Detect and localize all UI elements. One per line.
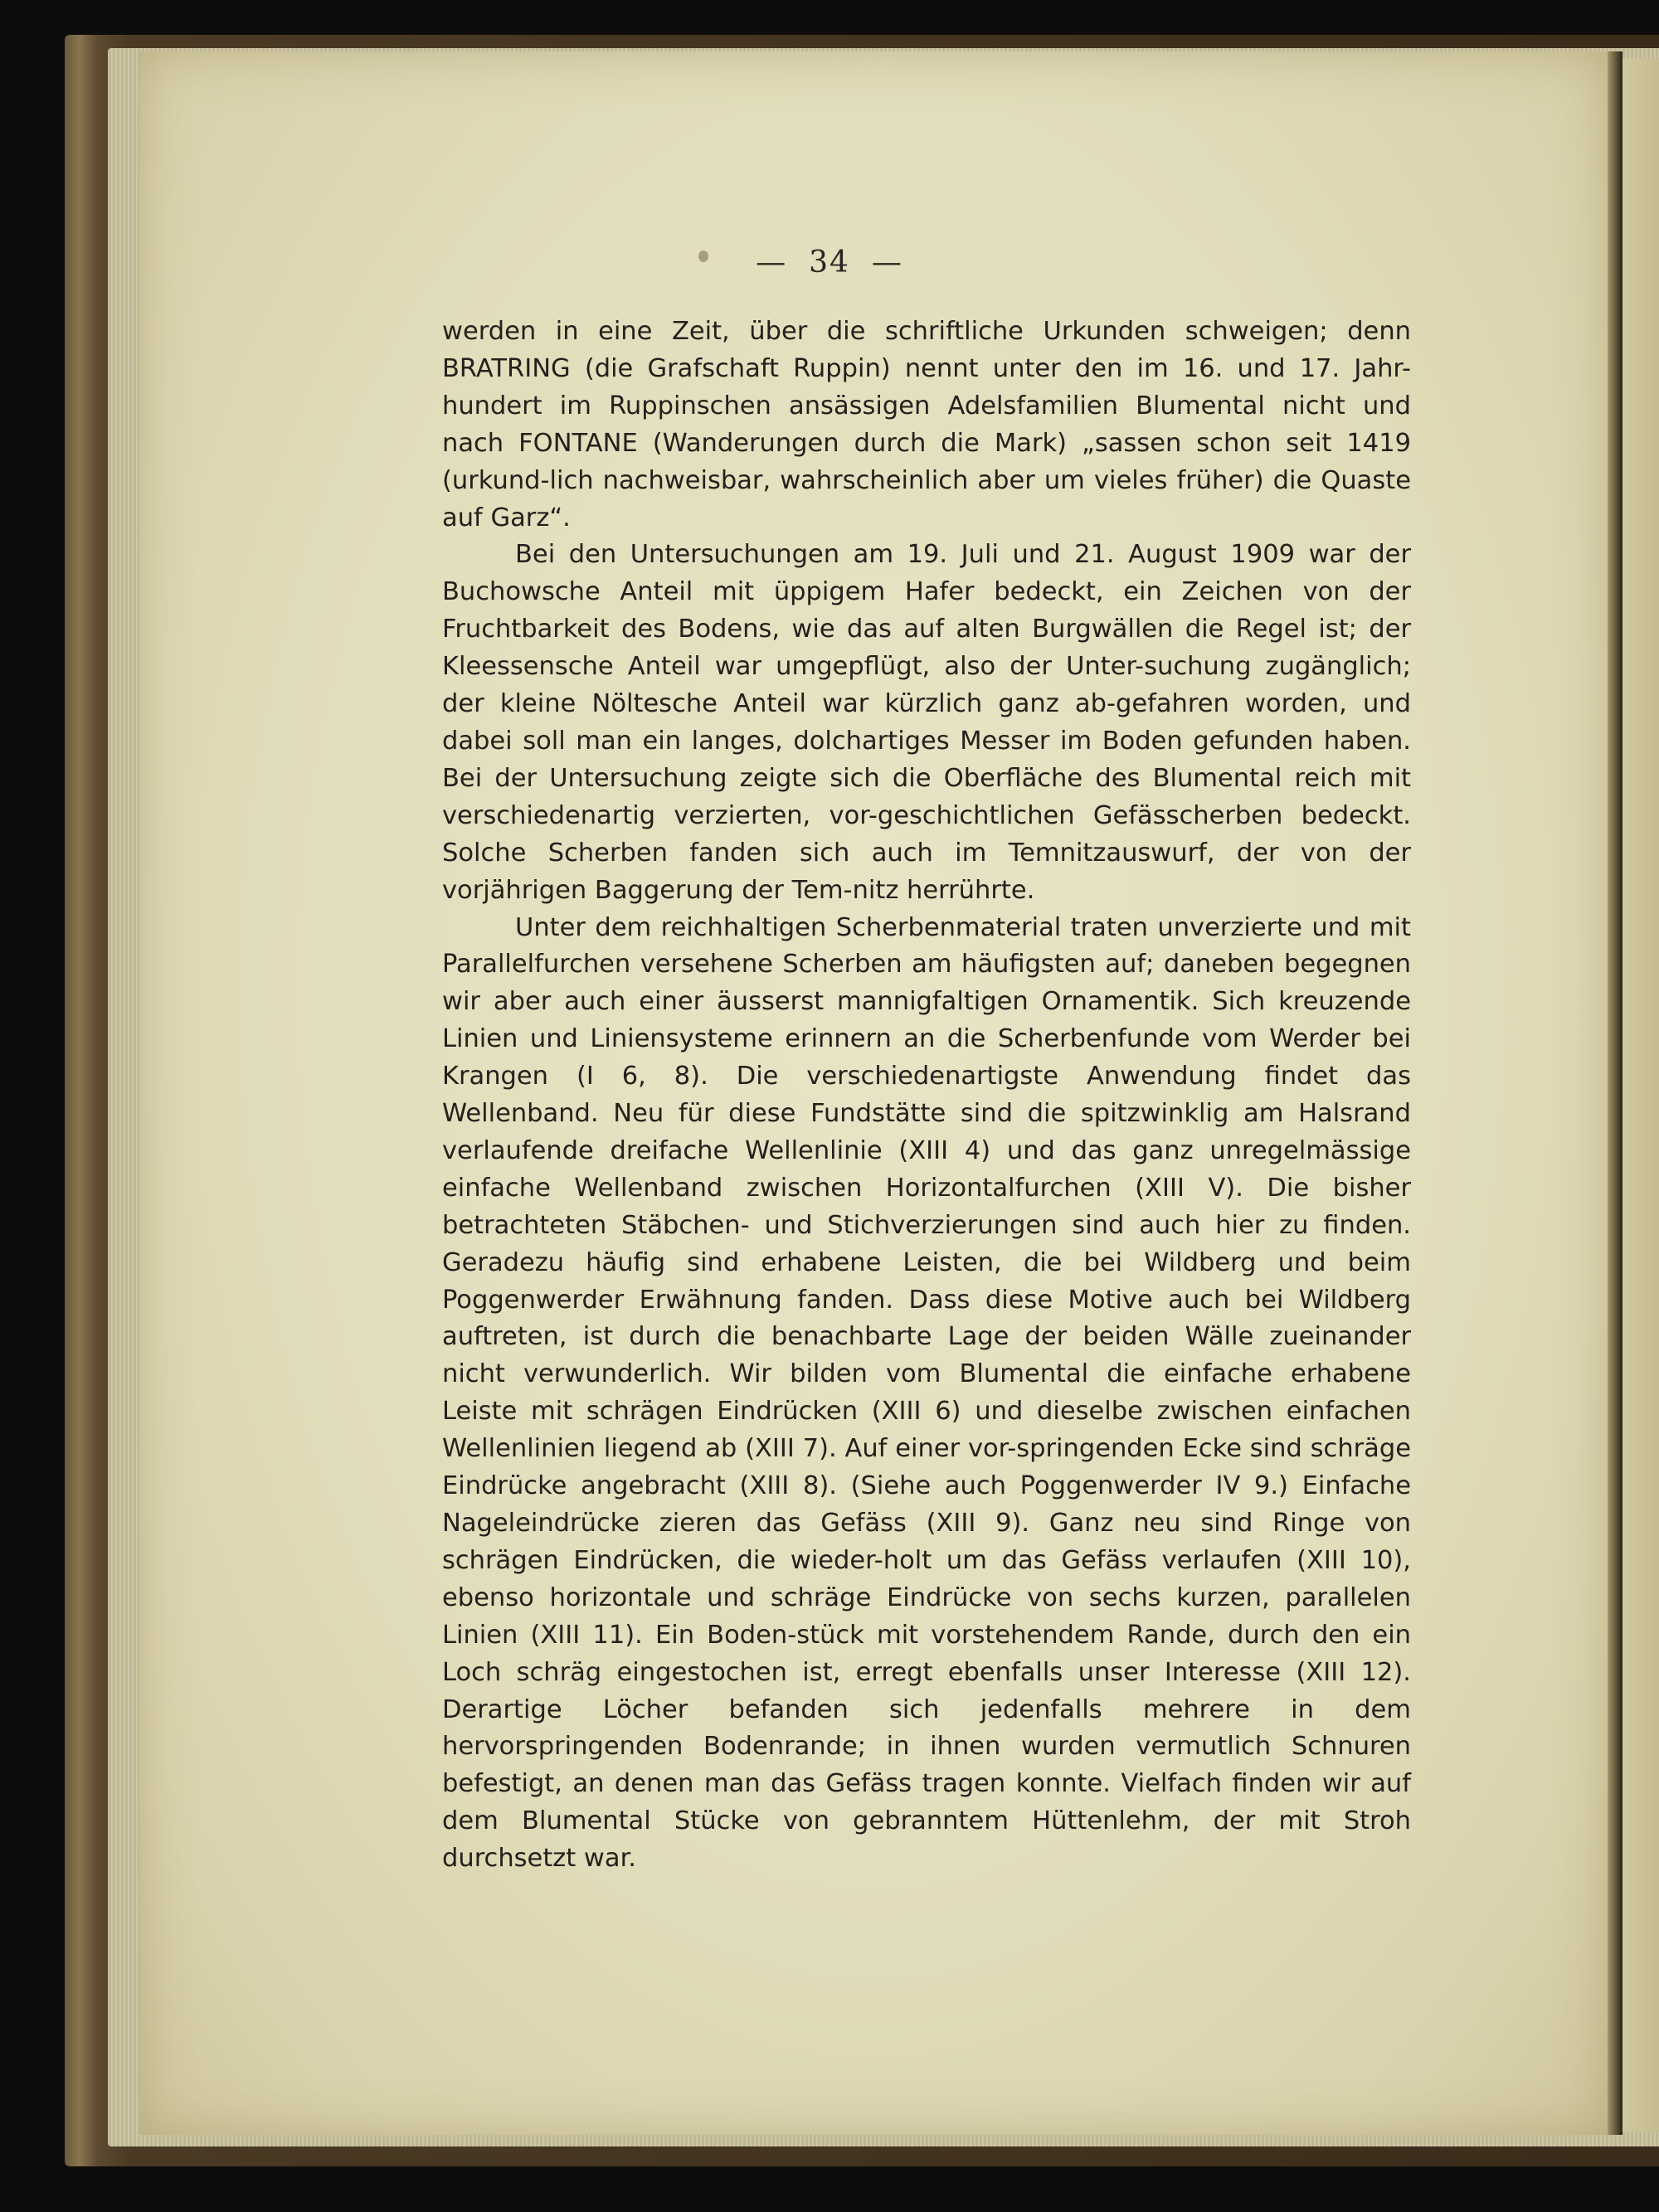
- text-line: Buchowsche Anteil mit üppigem Hafer bedeckt, ein Zeichen von der: [442, 577, 1411, 607]
- text-line: Eindrücke von sechs kurzen, parallelen Linien (XIII 11). Ein Boden-: [442, 1582, 1411, 1650]
- text-line: Oberfläche des Blumental reich mit verschiedenartig verzierten, vor-: [442, 763, 1411, 830]
- text-line: (XIII 9). Ganz neu sind Ringe von schrägen Eindrücken, die wieder-: [442, 1509, 1411, 1575]
- text-line: zwischen einfachen Wellenlinien liegend ab (XIII 7). Auf einer vor-: [442, 1397, 1412, 1464]
- text-line: mit Parallelfurchen versehene Scherben am häufigsten auf; daneben: [442, 912, 1411, 980]
- text-line: bei Wildberg auftreten, ist durch die benachbarte Lage der beiden: [442, 1285, 1412, 1352]
- text-line: FONTANE (Wanderungen durch die Mark) „sassen schon seit 1419 (urkund-: [442, 428, 1411, 495]
- text-line: suchung zugänglich; der kleine Nöltesche Anteil war kürzlich ganz ab-: [442, 652, 1412, 719]
- paragraph-1: [442, 314, 1411, 537]
- text-line: nitz herrührte.: [852, 875, 1035, 905]
- text-line: auch Poggenwerder IV 9.) Einfache Nageleindrücke zieren das Gefäss: [442, 1471, 1411, 1538]
- text-line: einfache erhabene Leiste mit schrägen Eindrücken (XIII 6) und dieselbe: [442, 1359, 1411, 1427]
- text-line: im Boden gefunden haben. Bei der Untersuchung zeigte sich die: [442, 726, 1411, 793]
- text-line: holt um das Gefäss verlaufen (XIII 10), ebenso horizontale und schräge: [442, 1545, 1411, 1612]
- body-text: [442, 314, 1411, 1878]
- text-line: sich jedenfalls mehrere in dem hervorspringenden Bodenrande; in ihnen: [442, 1694, 1411, 1762]
- text-line: wurden vermutlich Schnuren befestigt, an denen man das Gefäss tragen: [442, 1732, 1411, 1799]
- page-number-dash-left: —: [756, 246, 788, 280]
- page-number: 34: [809, 246, 850, 280]
- text-line: kreuzende Linien und Liniensysteme erinnern an die Scherbenfunde: [442, 987, 1411, 1054]
- text-line: Unter dem reichhaltigen Scherbenmaterial traten unverzierte und: [515, 912, 1370, 942]
- text-line: unregelmässige einfache Wellenband zwischen Horizontalfurchen (XIII V).: [442, 1135, 1411, 1203]
- text-line: stück mit vorstehendem Rande, durch den ein Loch schräg eingestochen: [442, 1620, 1411, 1687]
- text-line: und beim Poggenwerder Erwähnung fanden. Dass diese Motive auch: [442, 1247, 1411, 1315]
- text-line: zu finden. Geradezu häufig sind erhabene Leisten, die bei Wildberg: [442, 1210, 1411, 1277]
- text-line: gefahren worden, und dabei soll man ein langes, dolchartiges Messer: [442, 689, 1411, 756]
- text-line: Hüttenlehm, der mit Stroh durchsetzt war.: [442, 1806, 1412, 1874]
- text-line: BRATRING (die Grafschaft Ruppin) nennt unter den im 16. und 17. Jahr-: [442, 353, 1411, 383]
- text-line: begegnen wir aber auch einer äusserst mannigfaltigen Ornamentik. Sich: [442, 950, 1411, 1017]
- page-number-dash-right: —: [871, 246, 903, 280]
- text-line: vom Werder bei Krangen (I 6, 8). Die verschiedenartigste Anwendung: [442, 1024, 1411, 1091]
- text-line: findet das Wellenband. Neu für diese Fundstätte sind die spitzwinklig: [442, 1062, 1411, 1129]
- text-line: werden in eine Zeit, über die schriftliche Urkunden schweigen; denn: [442, 317, 1411, 346]
- facing-page-edge: [1623, 58, 1659, 2132]
- text-line: Wälle zueinander nicht verwunderlich. Wir bilden vom Blumental die: [442, 1322, 1412, 1389]
- text-line: ist, erregt ebenfalls unser Interesse (XIII 12). Derartige Löcher befanden: [442, 1657, 1411, 1724]
- text-line: konnte. Vielfach finden wir auf dem Blumental Stücke von gebranntem: [442, 1769, 1411, 1836]
- text-line: Bei den Untersuchungen am 19. Juli und 21. August 1909 war der: [515, 540, 1411, 570]
- text-line: lich nachweisbar, wahrscheinlich aber um vieles früher) die Quaste auf Garz“.: [442, 465, 1411, 532]
- text-line: hundert im Ruppinschen ansässigen Adelsfamilien Blumental nicht und nach: [442, 391, 1411, 458]
- book-gutter: [1608, 51, 1623, 2135]
- text-line: auch im Temnitzauswurf, der von der vorjährigen Baggerung der Tem-: [442, 838, 1411, 905]
- paragraph-3: [442, 910, 1411, 1879]
- text-line: Fruchtbarkeit des Bodens, wie das auf alten Burgwällen die Regel: [442, 615, 1319, 644]
- text-line: springenden Ecke sind schräge Eindrücke angebracht (XIII 8). (Siehe: [442, 1434, 1412, 1501]
- paragraph-2: [442, 537, 1411, 909]
- text-line: geschichtlichen Gefässcherben bedeckt. Solche Scherben fanden sich: [442, 800, 1411, 868]
- page-number-header: [0, 246, 1659, 280]
- text-line: ist; der Kleessensche Anteil war umgepflügt, also der Unter-: [442, 615, 1411, 682]
- text-line: am Halsrand verlaufende dreifache Wellenlinie (XIII 4) und das ganz: [442, 1099, 1411, 1165]
- text-line: Die bisher betrachteten Stäbchen- und Stichverzierungen sind auch hier: [442, 1173, 1411, 1240]
